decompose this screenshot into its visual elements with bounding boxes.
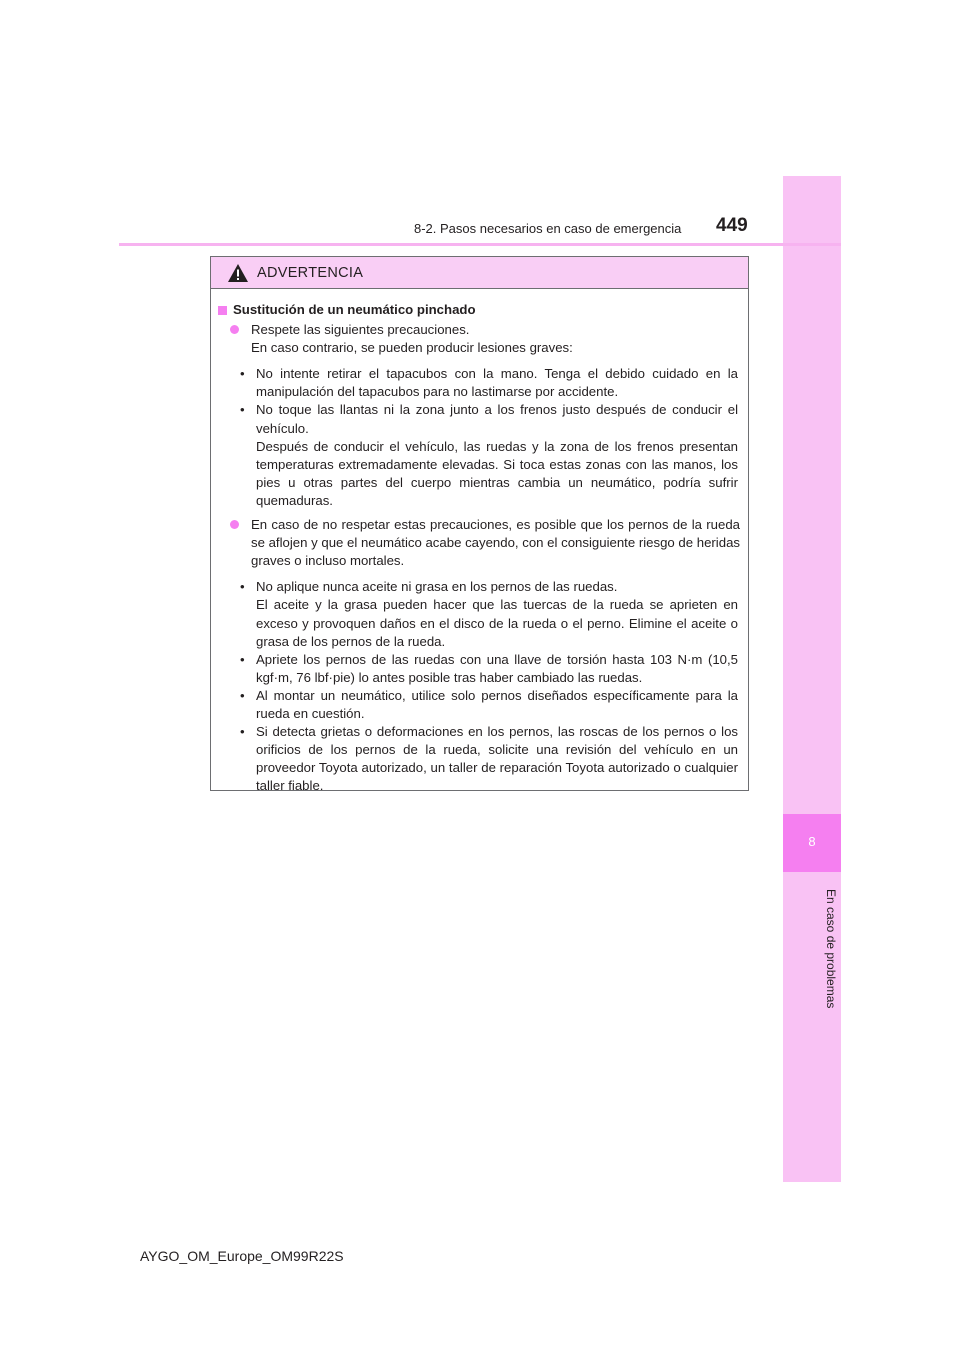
sub-item: • No toque las llantas ni la zona junto a los frenos justo después de conducir el vehículo. Después de conducir el vehículo, las ruedas y la zona de los frenos presentan temperaturas extremadamente elevadas. Si toca estas zonas con las manos, los pies u otras partes del cuerpo mientras cambia un neumático, podría sufrir quemaduras. [218, 401, 740, 510]
side-tab [783, 176, 841, 1182]
bullet-text-continued: En caso contrario, se pueden producir lesiones graves: [251, 340, 573, 356]
circle-bullet-icon [230, 325, 239, 334]
sub-item-text: Después de conducir el vehículo, las ruedas y la zona de los frenos presentan temperaturas extremadamente elevadas. Si toca estas zonas con las manos, los pies u otras partes del cuerpo mientras cambia un neumático, podría sufrir quemaduras. [256, 438, 738, 508]
section-heading: 8-2. Pasos necesarios en caso de emergencia [414, 221, 682, 236]
bullet-text: Respete las siguientes precauciones. [251, 322, 470, 338]
warning-box [210, 256, 749, 794]
sub-item-text: Apriete los pernos de las ruedas con una llave de torsión hasta 103 N·m (10,5 kgf·m, 76 lbf·pie) lo antes posible tras haber cambiado las ruedas. [256, 651, 738, 685]
document-id: AYGO_OM_Europe_OM99R22S [140, 1248, 344, 1264]
header-divider [119, 243, 841, 246]
sub-list [218, 578, 740, 795]
bullet-item [218, 321, 740, 357]
sub-item: • Al montar un neumático, utilice solo pernos diseñados específicamente para la rueda en cuestión. [218, 687, 740, 723]
sub-item-text: No toque las llantas ni la zona junto a los frenos justo después de conducir el vehículo. [256, 402, 738, 436]
warning-body [211, 289, 748, 795]
warning-title: ADVERTENCIA [257, 264, 364, 281]
chapter-number: 8 [783, 814, 841, 872]
sub-item-text: Si detecta grietas o deformaciones en los pernos, las roscas de los pernos o los orificios de los pernos de la rueda, solicite una revisión del vehículo en un proveedor Toyota autorizado, un taller de reparación Toyota autorizado o cualquier taller fiable. [256, 724, 738, 794]
warning-header [211, 257, 748, 289]
sub-item: • Si detecta grietas o deformaciones en los pernos, las roscas de los pernos o los orificios de los pernos de la rueda, solicite una revisión del vehículo en un proveedor Toyota autorizado, un taller de reparación Toyota autorizado o cualquier taller fiable. [218, 723, 740, 795]
sub-list [218, 365, 740, 510]
bullet-item [218, 516, 740, 570]
sub-item-text: El aceite y la grasa pueden hacer que las tuercas de la rueda se aprieten en exceso y provoquen daños en el disco de la rueda o el perno. Elimine el aceite o grasa de los pernos de la rueda. [256, 597, 738, 649]
sub-item-text: No aplique nunca aceite ni grasa en los pernos de las ruedas. [256, 579, 618, 595]
warning-triangle-icon [227, 263, 249, 283]
bullet-text: En caso de no respetar estas precauciones, es posible que los pernos de la rueda se aflojen y que el neumático acabe cayendo, con el consiguiente riesgo de heridas graves o incluso mortales. [251, 517, 740, 569]
section-title [218, 301, 740, 319]
sub-item-text: Al montar un neumático, utilice solo pernos diseñados específicamente para la rueda en cuestión. [256, 687, 738, 721]
sub-item: • Apriete los pernos de las ruedas con una llave de torsión hasta 103 N·m (10,5 kgf·m, 76 lbf·pie) lo antes posible tras haber cambiado las ruedas. [218, 651, 740, 687]
section-title-text: Sustitución de un neumático pinchado [233, 302, 476, 317]
square-bullet-icon [218, 306, 227, 315]
circle-bullet-icon [230, 520, 239, 529]
sub-item: • No intente retirar el tapacubos con la mano. Tenga el debido cuidado en la manipulación del tapacubos para no lastimarse por accidente. [218, 365, 740, 401]
sub-item: • No aplique nunca aceite ni grasa en los pernos de las ruedas. El aceite y la grasa pueden hacer que las tuercas de la rueda se aprieten en exceso y provoquen daños en el disco de la rueda o el perno. Elimine el aceite o grasa de los pernos de la rueda. [218, 578, 740, 650]
sub-item-text: No intente retirar el tapacubos con la mano. Tenga el debido cuidado en la manipulación del tapacubos para no lastimarse por accidente. [256, 366, 738, 400]
page-number: 449 [716, 215, 748, 236]
chapter-label: En caso de problemas [824, 889, 838, 1009]
